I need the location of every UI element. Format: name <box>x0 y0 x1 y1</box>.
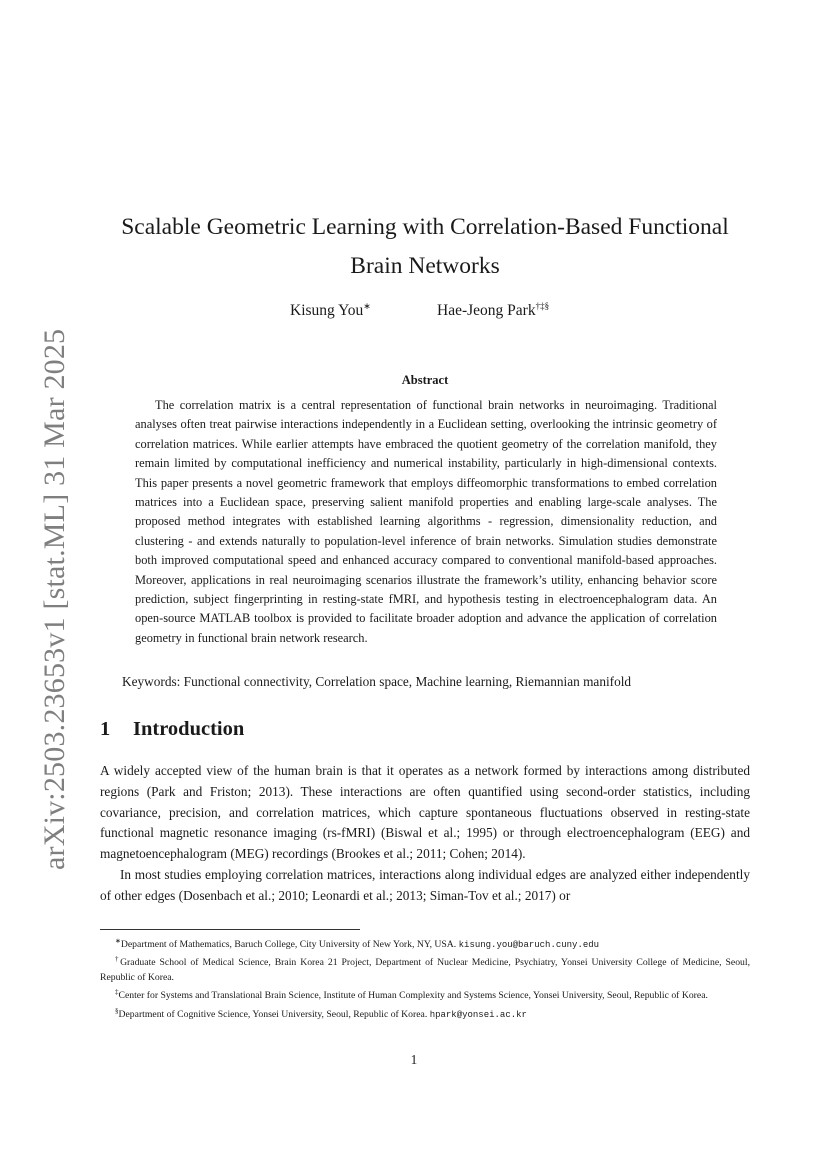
author-kisung-you <box>290 301 371 320</box>
page-number: 1 <box>410 1052 418 1067</box>
author-affiliation-marks: ∗ <box>363 301 371 311</box>
footnote-text: Department of Cognitive Science, Yonsei University, Seoul, Republic of Korea. <box>118 1008 428 1020</box>
footnote-item <box>100 985 750 1003</box>
footnote-mark: § <box>115 1006 119 1015</box>
section-title: Introduction <box>133 718 245 740</box>
section-number: 1 <box>100 718 111 740</box>
footnote-text: Center for Systems and Translational Brain Science, Institute of Human Complexity and Systems Science, Yonsei University, Seoul, Republic of Korea. <box>118 990 708 1002</box>
footnotes <box>100 934 750 1022</box>
keywords-line: Keywords: Functional connectivity, Correlation space, Machine learning, Riemannian manifold <box>122 674 632 689</box>
footnote-email: hpark@yonsei.ac.kr <box>429 1009 527 1020</box>
introduction-body <box>100 761 750 907</box>
footnote-mark: † <box>115 955 121 964</box>
author-affiliation-marks: †‡§ <box>535 301 550 311</box>
footnote-mark: ‡ <box>115 988 119 997</box>
footnote-email: kisung.you@baruch.cuny.edu <box>458 940 600 950</box>
footnote-item <box>100 1004 750 1022</box>
author-name: Kisung You <box>290 302 364 319</box>
footnote-text: Department of Mathematics, Baruch College, City University of New York, NY, USA. <box>120 939 457 950</box>
abstract-heading: Abstract <box>401 373 449 387</box>
footnote-mark: ∗ <box>115 937 121 945</box>
arxiv-identifier-stamp: arXiv:2503.23653v1 [stat.ML] 31 Mar 2025 <box>38 328 71 870</box>
section-heading-introduction <box>100 718 244 741</box>
paper-title: Scalable Geometric Learning with Correlation-Based Functional Brain Networks <box>121 214 729 279</box>
footnote-item <box>100 934 750 952</box>
footnote-divider <box>100 929 360 930</box>
author-name: Hae-Jeong Park <box>437 302 536 319</box>
footnote-item <box>100 952 750 985</box>
abstract-text: The correlation matrix is a central representation of functional brain networks in neuroimaging. Traditional analyses often treat pairwise interactions independently in a Euclidean setting, overlooking the intrinsic geometry of correlation matrices. While earlier attempts have embraced the quotient geometry of the correlation manifold, they remain limited by computational inefficiency and numerical instability, particularly in high-dimensional contexts. This paper presents a novel geometric framework that employs diffeomorphic transformations to embed correlation matrices into a Euclidean space, preserving salient manifold properties and enabling large-scale analyses. The proposed method integrates with established learning algorithms - regression, dimensionality reduction, and clustering - and extends naturally to population-level inference of brain networks. Simulation studies demonstrate both improved computational speed and enhanced accuracy compared to conventional manifold-based approaches. Moreover, applications in real neuroimaging scenarios illustrate the framework’s utility, enhancing behavior score prediction, subject fingerprinting in resting-state fMRI, and hypothesis testing in electroencephalogram data. An open-source MATLAB toolbox is provided to facilitate broader adoption and advance the application of correlation geometry in functional brain network research. <box>135 398 717 645</box>
body-paragraph: In most studies employing correlation matrices, interactions along individual edges are analyzed either independently of other edges (Dosenbach et al.; 2010; Leonardi et al.; 2013; Siman-Tov et al.; 2017) or <box>100 866 750 903</box>
author-hae-jeong-park <box>437 301 549 320</box>
body-paragraph: A widely accepted view of the human brain is that it operates as a network formed by interactions among distributed regions (Park and Friston; 2013). These interactions are often quantified using second-order statistics, including covariance, precision, and correlation matrices, which capture spontaneous fluctuations observed in resting-state functional magnetic resonance imaging (rs-fMRI) (Biswal et al.; 1995) or through electroencephalogram (EEG) and magnetoencephalogram (MEG) recordings (Brookes et al.; 2011; Cohen; 2014). <box>100 763 750 862</box>
footnote-text: Graduate School of Medical Science, Brain Korea 21 Project, Department of Nuclear Medicine, Psychiatry, Yonsei University College of Medicine, Seoul, Republic of Korea. <box>100 957 751 983</box>
